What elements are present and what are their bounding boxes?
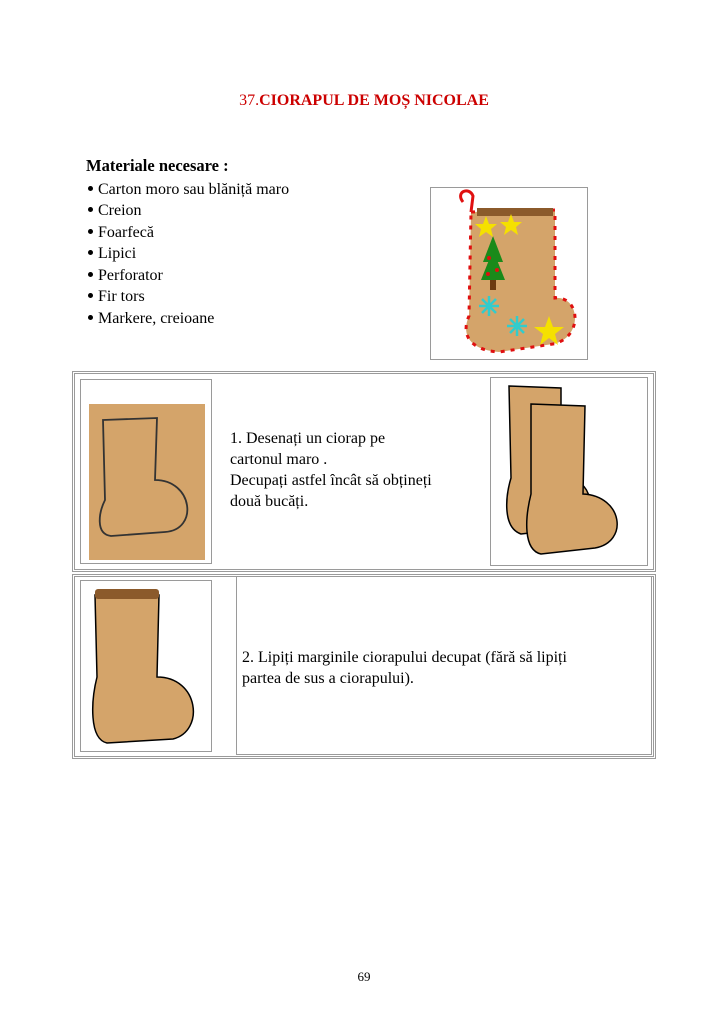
material-item: Lipici (86, 243, 289, 265)
material-item: Carton moro sau blăniță maro (86, 179, 289, 201)
material-item: Markere, creioane (86, 308, 289, 330)
step-1-instructions: 1. Desenați un ciorap pe cartonul maro . Decupați astfel încât să obțineți două bucăți. (230, 430, 432, 510)
step-2-instructions: 2. Lipiți marginile ciorapului decupat (fără să lipiți partea de sus a ciorapului). (242, 649, 567, 687)
step-1-cut-pieces-image (490, 377, 648, 566)
material-item: Creion (86, 200, 289, 222)
bullet-icon (88, 293, 93, 298)
bullet-icon (88, 186, 93, 191)
step-2-stocking-image (80, 580, 212, 752)
bullet-icon (88, 272, 93, 277)
material-item: Fir tors (86, 286, 289, 308)
bullet-icon (88, 315, 93, 320)
finished-stocking-image (430, 187, 588, 360)
title-text: CIORAPUL DE MOȘ NICOLAE (259, 92, 489, 109)
materials-heading: Materiale necesare : (86, 156, 229, 175)
material-item: Foarfecă (86, 222, 289, 244)
material-item: Perforator (86, 265, 289, 287)
bullet-icon (88, 207, 93, 212)
materials-section (86, 155, 289, 329)
step-1-drawing-image (80, 379, 212, 564)
page-number: 69 (357, 969, 371, 984)
title-number: 37. (239, 92, 260, 109)
bullet-icon (88, 229, 93, 234)
materials-list (86, 179, 289, 330)
page-title (0, 92, 728, 110)
bullet-icon (88, 250, 93, 255)
